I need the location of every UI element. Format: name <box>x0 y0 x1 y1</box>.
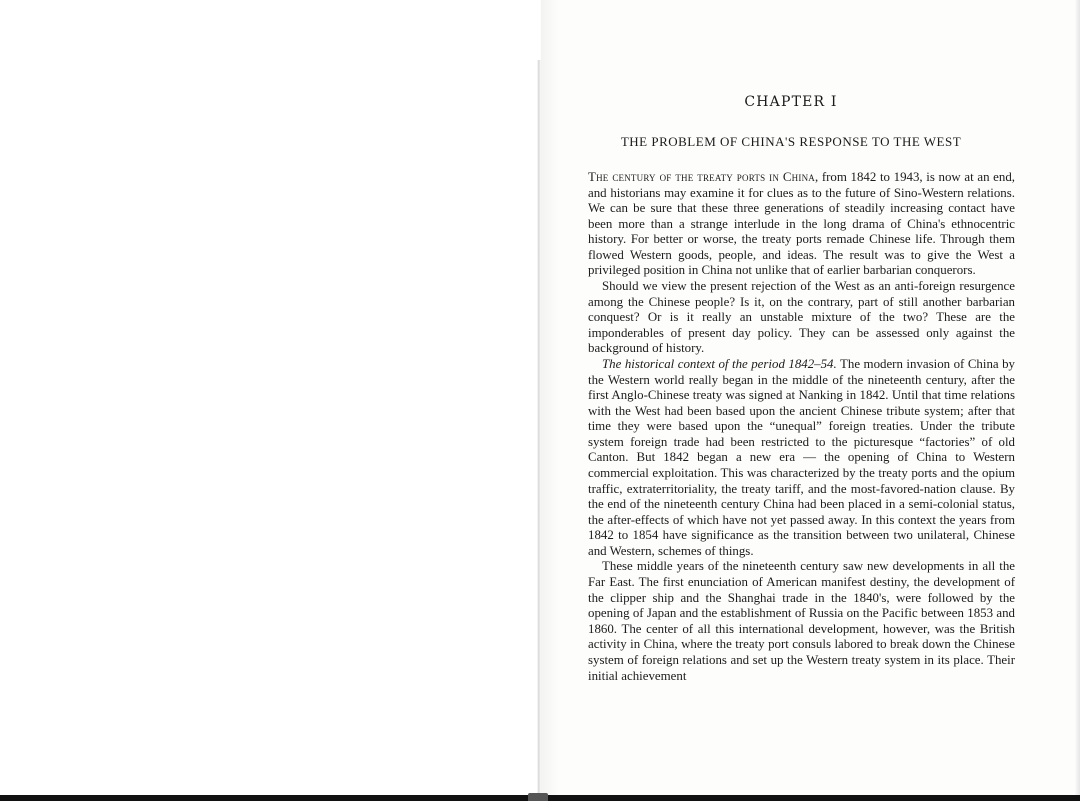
chapter-heading: CHAPTER I <box>744 94 838 110</box>
scan-clip-mark <box>528 793 548 801</box>
left-blank-page <box>0 0 540 795</box>
paragraph-3-text: The modern invasion of China by the Western world really began in the middle of the nineteenth century, after the first Anglo-Chinese treaty was signed at Nanking in 1842. Until that time relations with the West had been based upon the ancient Chinese tribute system; after that time they were based upon the “unequal” foreign treaties. Under the tribute system foreign trade had been restricted to the picturesque “factories” of old Canton. But 1842 began a new era — the opening of China to Western commercial exploitation. This was characterized by the treaty ports and the opium traffic, extraterritoriality, the treaty tariff, and the most-favored-nation clause. By the end of the nineteenth century China had been placed in a semi-colonial status, the after-effects of which have not yet passed away. In this context the years from 1842 to 1854 have significance as the transition between two unilateral, Chinese and Western, schemes of things. <box>588 356 1016 558</box>
paragraph-4-text: These middle years of the nineteenth century saw new developments in all the Far East. The first enunciation of American manifest destiny, the development of the clipper ship and the Shanghai trade in the 1840's, were followed by the opening of Japan and the establishment of Russia on the Pacific between 1853 and 1860. The center of all this international development, however, was the British activity in China, where the treaty port consuls labored to break down the Chinese system of foreign relations and set up the Western treaty system in its place. Their initial achievement <box>588 559 1015 683</box>
paragraph-1 <box>588 170 1015 279</box>
paragraph-3 <box>588 357 1015 560</box>
right-text-page <box>541 0 1074 795</box>
paragraph-1-lead: The century of the treaty ports in China <box>588 170 815 184</box>
page-right-edge <box>1074 0 1080 795</box>
chapter-title: THE PROBLEM OF CHINA'S RESPONSE TO THE WEST <box>620 134 962 149</box>
paragraph-2 <box>588 279 1015 357</box>
chapter-body <box>588 170 1015 684</box>
paragraph-1-text: , from 1842 to 1943, is now at an end, and historians may examine it for clues as to the future of Sino-Western relations. We can be sure that these three generations of steadily increasing contact have been more than a strange interlude in the long drama of China's ethnocentric history. For better or worse, the treaty ports remade Chinese life. Through them flowed Western goods, people, and ideas. The result was to give the West a privileged position in China not unlike that of earlier barbarian conquerors. <box>588 170 1015 278</box>
paragraph-4 <box>588 559 1015 684</box>
paragraph-3-lead: The historical context of the period 1842–54. <box>602 356 837 371</box>
paragraph-2-text: Should we view the present rejection of the West as an anti-foreign resurgence among the Chinese people? Is it, on the contrary, part of still another barbarian conquest? Or is it really an unstable mixture of the two? These are the imponderables of present day policy. They can be assessed only against the background of history. <box>588 279 1015 356</box>
